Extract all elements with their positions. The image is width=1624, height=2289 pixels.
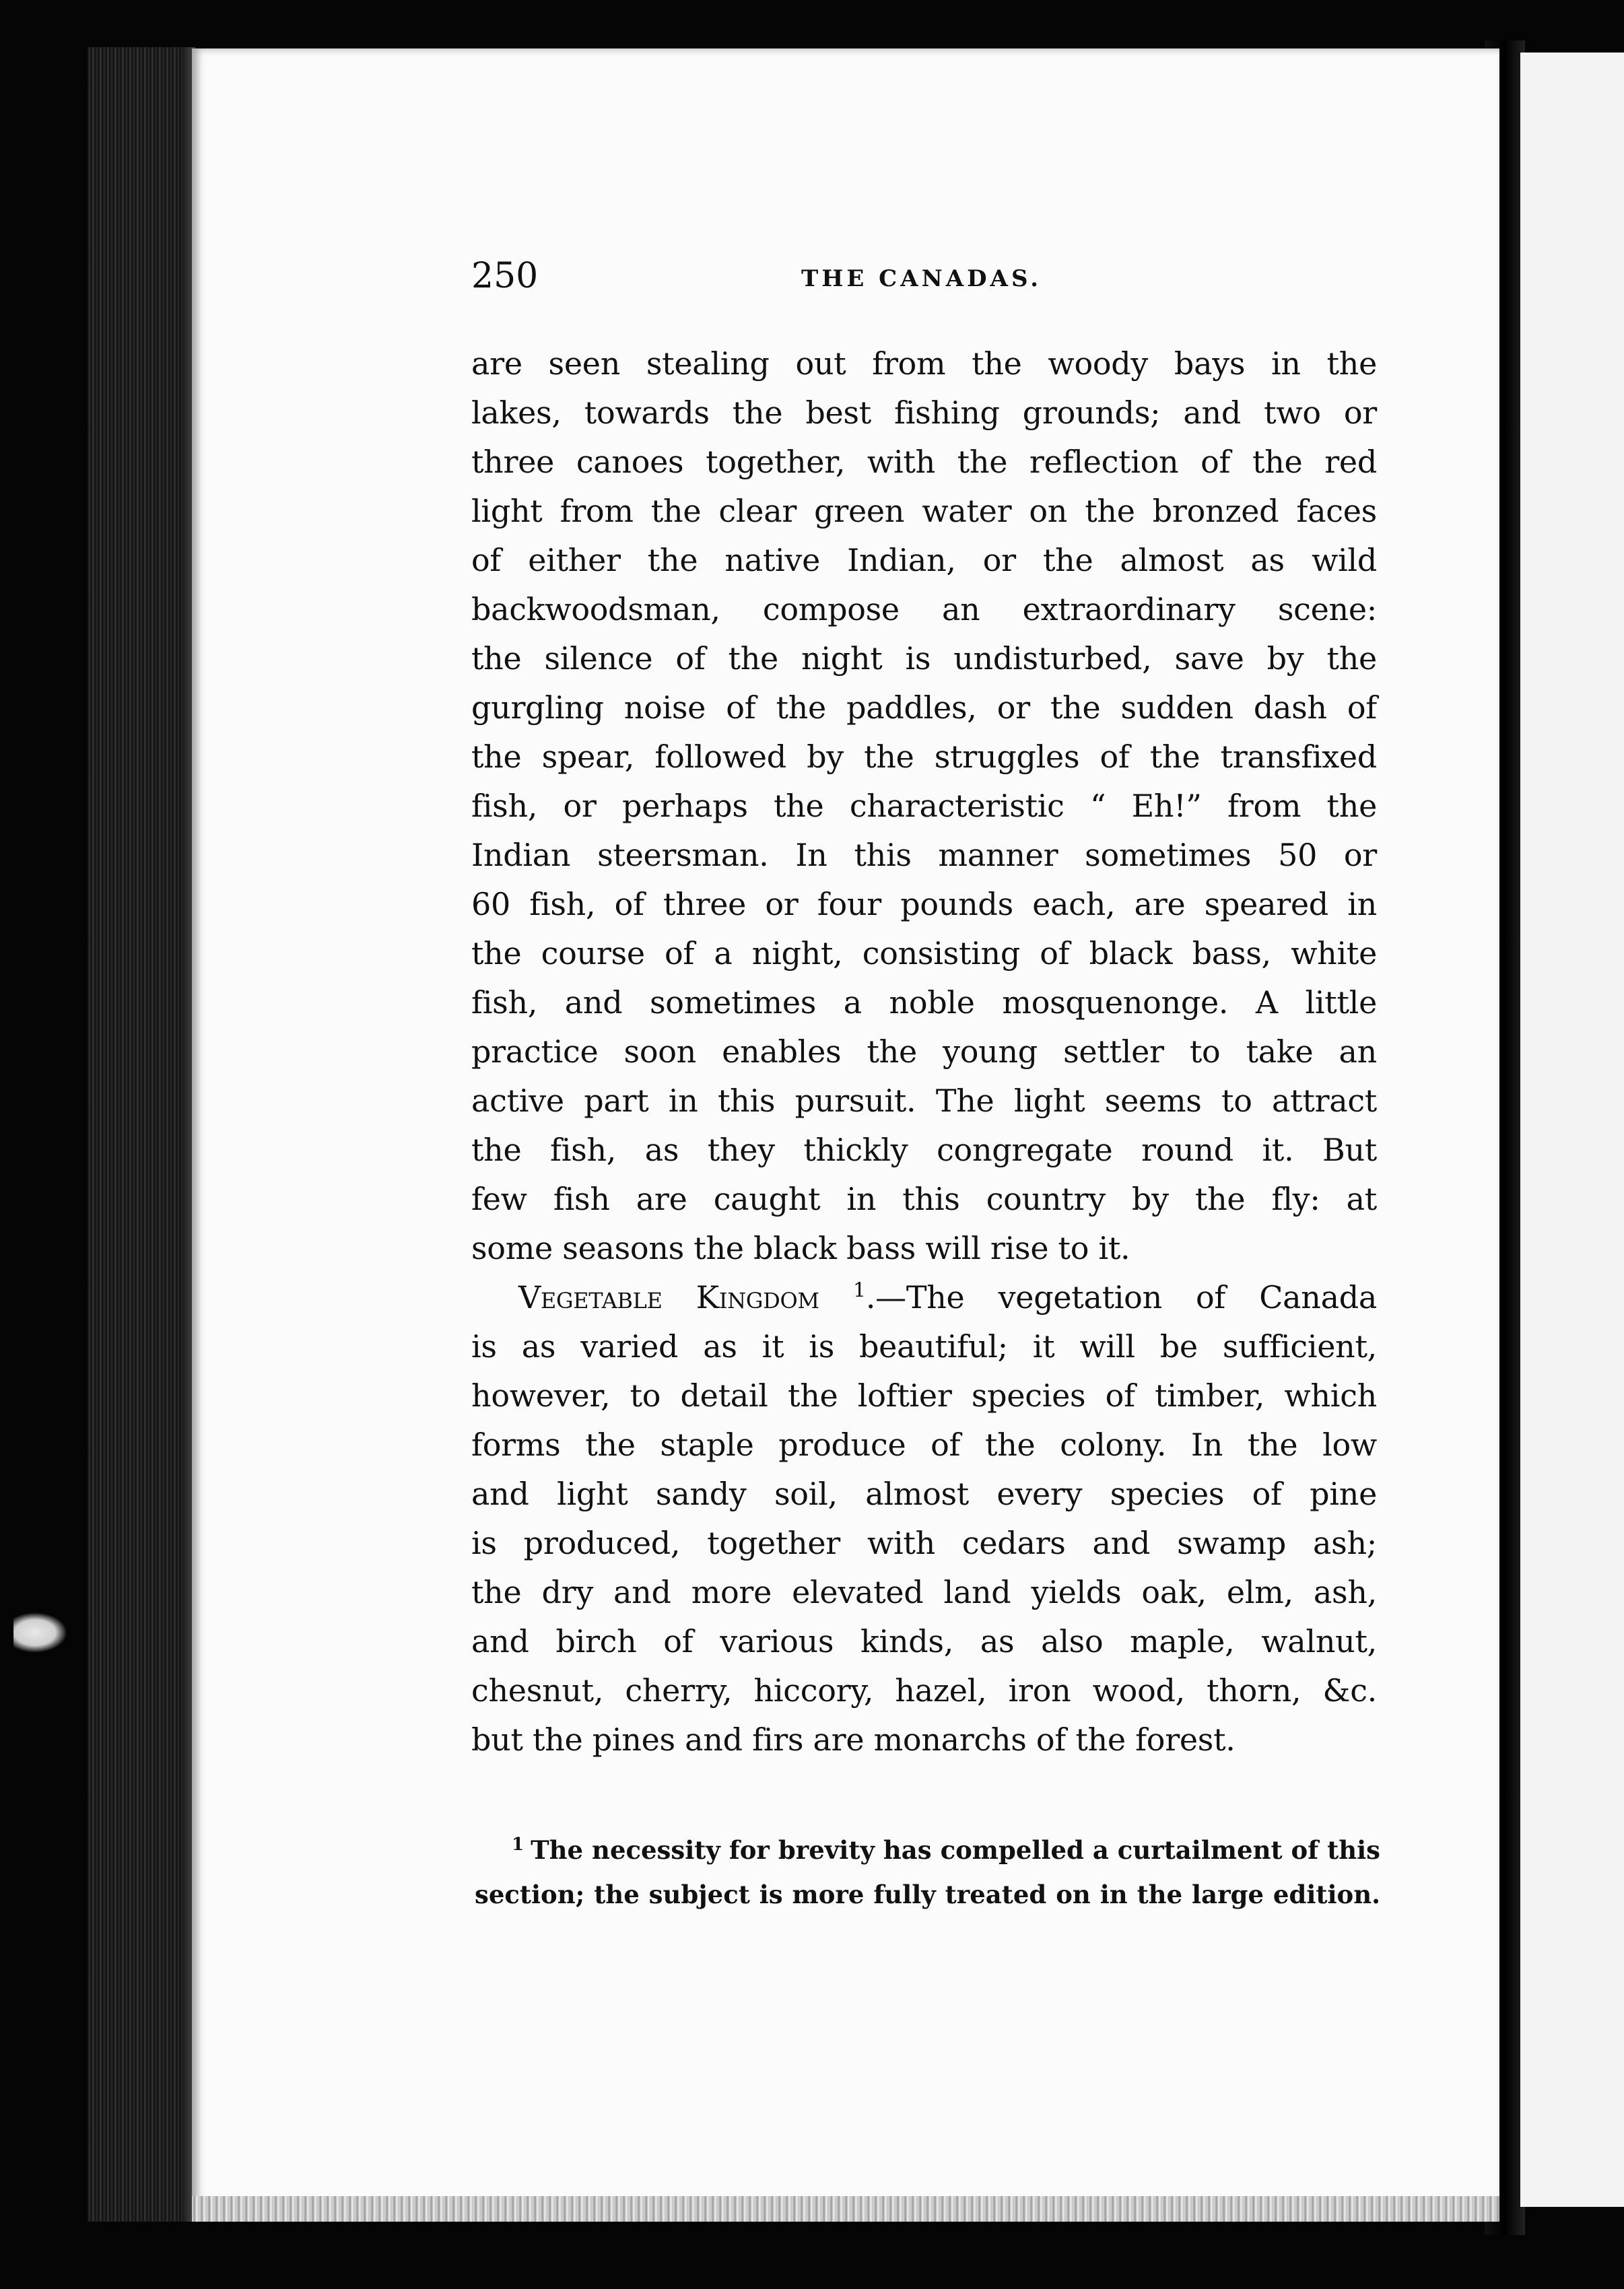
scan-margin-mark <box>13 1612 67 1653</box>
body-line: few fish are caught in this country by the fly: at <box>471 1181 1377 1217</box>
facing-page-edge <box>1520 53 1624 2207</box>
page-number: 250 <box>471 256 539 296</box>
body-line: forms the staple produce of the colony. In the low <box>471 1427 1377 1463</box>
page-header <box>471 256 1377 303</box>
body-line: and light sandy soil, almost every species of pine <box>471 1476 1377 1512</box>
section-first-line-text: .—The vegetation of Canada <box>865 1279 1378 1316</box>
body-line: backwoodsman, compose an extraordinary scene: <box>471 591 1377 627</box>
body-line: but the pines and firs are monarchs of the forest. <box>471 1721 1236 1758</box>
body-line: is as varied as it is beautiful; it will be sufficient, <box>471 1328 1377 1365</box>
body-line: chesnut, cherry, hiccory, hazel, iron wood, thorn, &c. <box>471 1672 1377 1709</box>
body-line: three canoes together, with the reflection of the red <box>471 444 1377 480</box>
body-line: fish, and sometimes a noble mosquenonge. A little <box>471 984 1377 1021</box>
running-head: THE CANADAS. <box>801 265 1042 292</box>
body-line: the dry and more elevated land yields oak, elm, ash, <box>471 1574 1377 1610</box>
body-line: the course of a night, consisting of black bass, white <box>471 935 1377 971</box>
body-line: some seasons the black bass will rise to it. <box>471 1230 1130 1266</box>
footnote-marker: 1 <box>512 1834 525 1855</box>
section-heading: Vegetable Kingdom <box>518 1279 819 1316</box>
page-bottom-edge <box>192 2196 1499 2222</box>
footnote-line: section; the subject is more fully treated on in the large edition. <box>475 1880 1380 1909</box>
body-line: Indian steersman. In this manner sometimes 50 or <box>471 837 1377 873</box>
footnote-reference: 1 <box>853 1278 866 1303</box>
body-line: the silence of the night is undisturbed, save by the <box>471 640 1377 677</box>
body-line: the fish, as they thickly congregate round it. But <box>471 1132 1377 1168</box>
book-page-edges <box>88 47 195 2222</box>
body-line: fish, or perhaps the characteristic “ Eh!” from the <box>471 788 1377 824</box>
footnote-line <box>512 1831 1380 1869</box>
body-line: light from the clear green water on the bronzed faces <box>471 493 1377 529</box>
footnote-text: The necessity for brevity has compelled a curtailment of this <box>531 1835 1380 1865</box>
body-line: active part in this pursuit. The light seems to attract <box>471 1083 1377 1119</box>
section-first-line <box>518 1277 1377 1318</box>
body-line: and birch of various kinds, as also maple, walnut, <box>471 1623 1377 1660</box>
body-line: of either the native Indian, or the almost as wild <box>471 542 1377 578</box>
body-line: lakes, towards the best fishing grounds; and two or <box>471 395 1377 431</box>
body-line: the spear, followed by the struggles of the transfixed <box>471 739 1377 775</box>
body-line: gurgling noise of the paddles, or the sudden dash of <box>471 689 1377 726</box>
body-line: however, to detail the loftier species of timber, which <box>471 1377 1377 1414</box>
body-line: practice soon enables the young settler to take an <box>471 1033 1377 1070</box>
body-line: is produced, together with cedars and swamp ash; <box>471 1525 1377 1561</box>
body-line: are seen stealing out from the woody bays in the <box>471 345 1377 382</box>
body-line: 60 fish, of three or four pounds each, are speared in <box>471 886 1377 922</box>
